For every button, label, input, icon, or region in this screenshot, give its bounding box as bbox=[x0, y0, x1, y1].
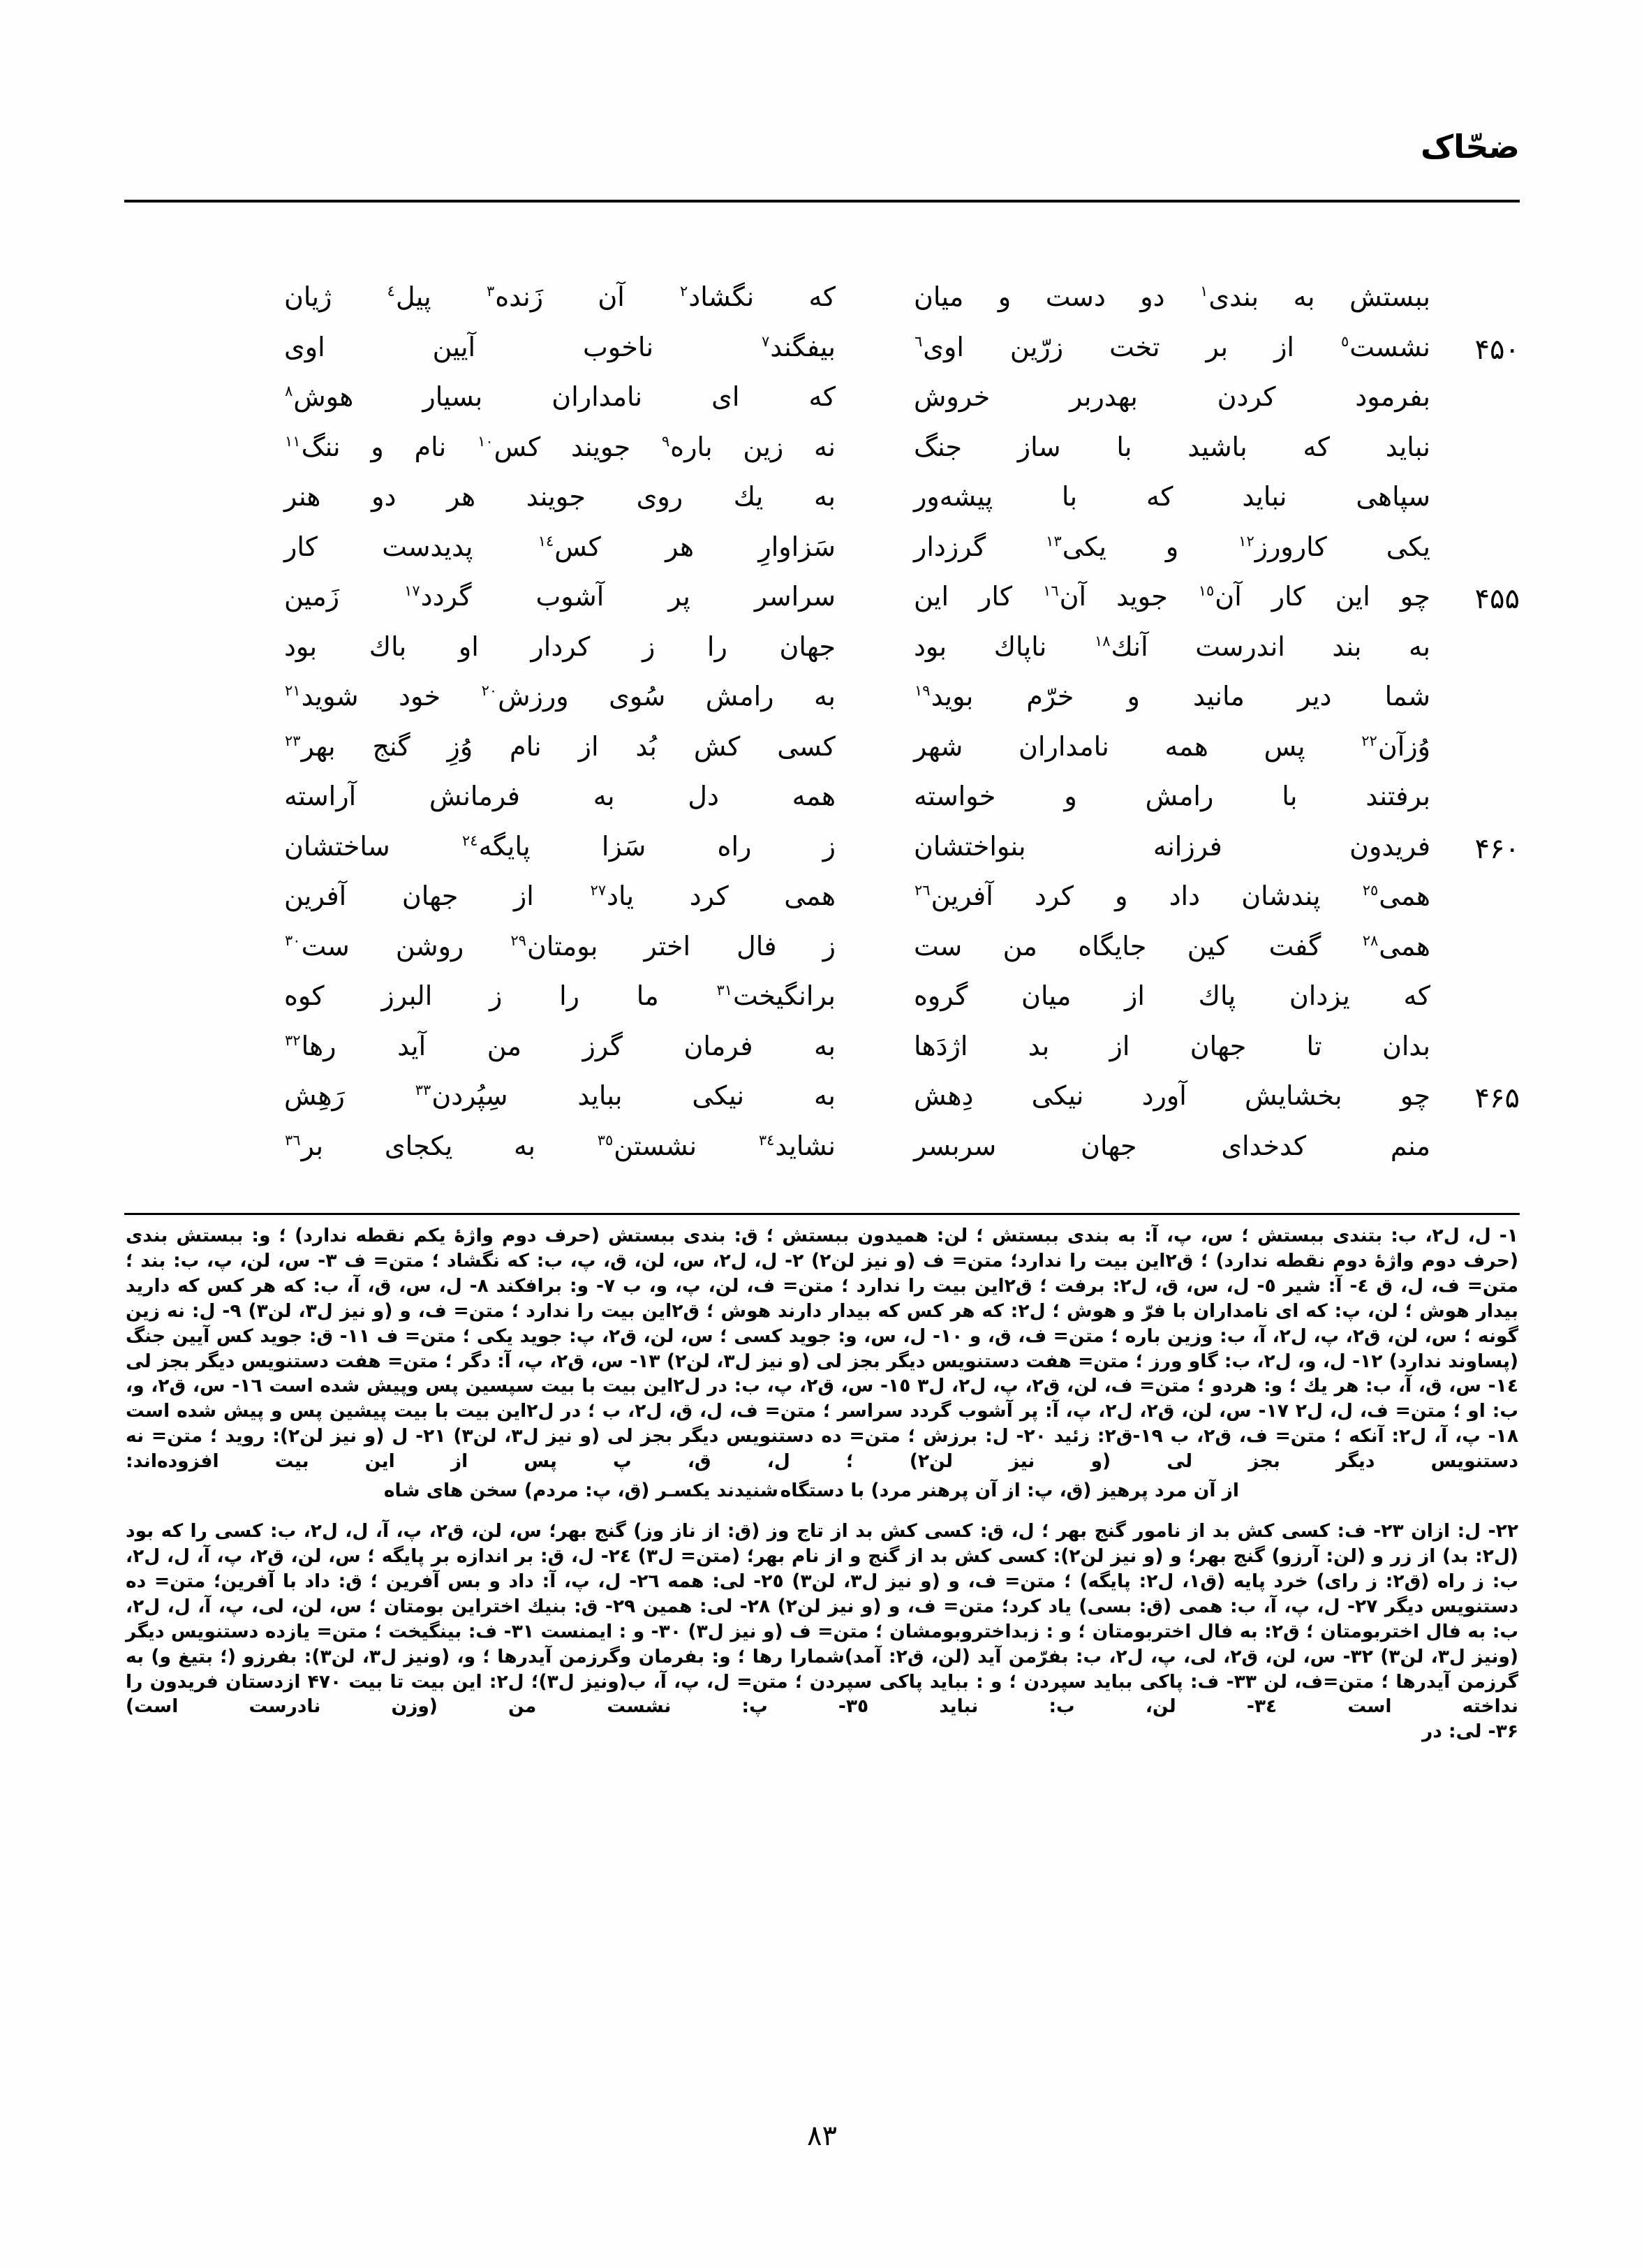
footnote-marker: ۱۸ bbox=[1094, 632, 1111, 649]
hemistich-second: همه دل به فرمانش آراسته bbox=[284, 781, 836, 811]
footnote-marker: ۲۲ bbox=[1361, 732, 1377, 749]
hemistich-second: ز فال اختر بومتان$^{۲۹}$ روشن ست$^{۳۰}$ bbox=[285, 930, 836, 962]
hemistich-second: برانگیخت$^{۳۱}$ ما را ز البرز کوه bbox=[284, 980, 836, 1011]
hemistich-first: فریدون فرزانه بنواختشان bbox=[914, 830, 1430, 862]
verse-number: ۴۵۰ bbox=[1474, 333, 1520, 366]
verse-row bbox=[124, 1027, 1520, 1077]
hemistich-second: سَزاوارِ هر کس$^{۱٤}$ پدیدست کار bbox=[284, 531, 836, 562]
hemistich-second: به نیکی بباید سِپُردن$^{۳۳}$ رَهِش bbox=[284, 1080, 836, 1111]
hemistich-second: نه زین باره$^۹$ جویند کس$^{۱۰}$ نام و ننگ$^{۱۱}$ bbox=[285, 431, 836, 462]
critical-apparatus bbox=[126, 1223, 1518, 1744]
hemistich-second: بیفگند$^۷$ ناخوب آیین اوی bbox=[284, 331, 836, 362]
hemistich-first: که یزدان پاك از میان گروه bbox=[914, 980, 1430, 1011]
footnote-marker: ۱٥ bbox=[1198, 582, 1215, 600]
footnote-marker: ۱۰ bbox=[477, 432, 494, 450]
footnote-marker: ۱۷ bbox=[404, 582, 420, 600]
footnote-marker: ۲ bbox=[680, 283, 688, 300]
hemistich-first: نباید که باشید با ساز جنگ bbox=[914, 431, 1430, 462]
inset-hemistich-first: شنیدند یکسـر (ق، پ: مردم) سخن های شاه bbox=[383, 1480, 778, 1502]
verse-row bbox=[124, 677, 1520, 728]
hemistich-second: که ای نامداران بسیار هوش$^۸$ bbox=[285, 381, 836, 412]
footnote-marker: ۲۸ bbox=[1362, 932, 1379, 949]
footnote-marker: ۲۰ bbox=[481, 682, 498, 700]
footnote-marker: ۱۹ bbox=[914, 682, 931, 700]
running-head bbox=[124, 129, 1520, 206]
verse-row bbox=[124, 927, 1520, 978]
hemistich-first: همی$^{۲۸}$ گفت کین جایگاه من ست bbox=[914, 930, 1430, 962]
footnote-marker: ۸ bbox=[285, 383, 293, 400]
verse-row bbox=[124, 478, 1520, 528]
apparatus-paragraph: ۳۶- لی: در bbox=[1421, 1721, 1518, 1743]
header-divider bbox=[124, 200, 1520, 202]
page-number: ۸۳ bbox=[807, 2120, 837, 2152]
verse-row bbox=[124, 328, 1520, 378]
apparatus-paragraph: ۱- ل، ل۲، ب: بتندی ببستش ؛ س، پ، آ: به بندی ببستش ؛ لن: همیدون ببستش ؛ ق: بندی ببستش (حرف دوم واژهٔ یکم نقطه ندارد) ؛ و: ببستش بندی (حرف دوم واژهٔ دوم نقطه ندارد) ؛ ق۲این بیت را ندارد؛ متن= ف (و نیز لن۲) ۲- ل، ل۲، س، لن، ق، پ، ب: که نگشاد ؛ متن= ف ۳- س، لن، پ، ب: بند ؛ متن= ف، ل، ق ٤- آ: شیر ٥- ل، س، ق، ل۲: برفت ؛ ق۲این بیت را ندارد ؛ متن= ف، لن، پ، و، ب ۷- و: برافکند ۸- ل، س، ق، آ، ب: که هر کس که دارید بیدار هوش ؛ لن، پ: که ای نامداران با فرّ و هوش ؛ ل۲: که هر کس که بیدار دارند هوش ؛ ق۲این بیت را ندارد ؛ متن= ف، و (و نیز ل۳، لن۳) ۹- ل: نه زین گونه ؛ س، لن، ق۲، پ، ل۲، آ، ب: وزین باره ؛ متن= ف، ق، و ۱۰- ل، س، و: جوید کسی ؛ س، لن، ق۲، پ: جوید یکی ؛ متن= ف ۱۱- ق: جوید کس آیین جنگ (پساوند ندارد) ۱۲- ل، و، ل۲، ب: گاو ورز ؛ متن= هفت دستنویس دیگر بجز لی (و نیز ل۳، لن۲) ۱۳- س، ق۲، پ، آ: دگر ؛ متن= هفت دستنویس دیگر بجز لی ۱٤- س، ق، آ، ب: هر یك ؛ و: هردو ؛ متن= ف، لن، ق۲، پ، ل۲، ل۳ ۱٥- س، ق۲، پ، ب: در ل۲این بیت با بیت سپسین پس وپیش شده است ۱٦- س، ق۲، و، ب: او ؛ متن= ف، ل، ل۲ ۱۷- س، لن، ق۲، ل۲، پ، آ: پر آشوب گردد سراسر ؛ متن= ف، ل، ق، ل۲، ب ؛ در ل۲این بیت با بیت پیشین پس و پیش شده است ۱۸- پ، آ، ل۲: آنکه ؛ متن= ف، ق۲، ب ۱۹-ق۲: زئید ۲۰- ل: برزش ؛ متن= ده دستنویس دیگر بجز لی (و نیز ل۳، لن۳) ۲۱- ل (و نیز لن۲): روید ؛ متن= نه دستنویس دیگر بجز لی (و نیز لن۲) ؛ ل، ق، پ پس از این بیت افزوده‌اند: bbox=[126, 1225, 1519, 1473]
verse-row bbox=[124, 628, 1520, 678]
footnote-marker: ۳۰ bbox=[285, 932, 301, 949]
hemistich-first: برفتند با رامش و خواسته bbox=[914, 781, 1430, 811]
hemistich-second: سراسر پر آشوب گردد$^{۱۷}$ زَمین bbox=[284, 581, 836, 612]
footnote-marker: ۲۱ bbox=[285, 682, 301, 700]
footnote-marker: ۱٦ bbox=[1043, 582, 1059, 600]
hemistich-first: بدان تا جهان از بد اژدَها bbox=[914, 1030, 1430, 1061]
footnote-marker: ۱۲ bbox=[1238, 532, 1254, 550]
hemistich-first: چو بخشایش آورد نیکی دِهش bbox=[914, 1080, 1430, 1111]
hemistich-first: نشست$^٥$ از بر تخت زرّین اوی$^٦$ bbox=[914, 331, 1430, 362]
footnote-marker: ٤ bbox=[387, 283, 395, 300]
footnote-marker: ۳ bbox=[487, 283, 495, 300]
verse-block bbox=[124, 278, 1520, 1177]
footnote-marker: ۳٦ bbox=[285, 1131, 301, 1149]
verse-row bbox=[124, 777, 1520, 827]
footnote-marker: ۲۷ bbox=[590, 882, 607, 899]
hemistich-first: چو این کار آن$^{۱٥}$ جوید آن$^{۱٦}$ کار این bbox=[914, 581, 1430, 612]
hemistich-first: شما دیر مانید و خرّم بوید$^{۱۹}$ bbox=[914, 681, 1430, 712]
verse-row bbox=[124, 428, 1520, 478]
footnote-marker: ۱٤ bbox=[538, 532, 554, 550]
footnote-marker: ۷ bbox=[762, 332, 770, 350]
footnote-marker: ۱ bbox=[1200, 283, 1208, 300]
hemistich-second: جهان را ز کردار او باك بود bbox=[284, 631, 836, 662]
verse-row bbox=[124, 528, 1520, 578]
hemistich-first: وُزآن$^{۲۲}$ پس همه نامداران شهر bbox=[914, 730, 1430, 762]
verse-row bbox=[124, 278, 1520, 328]
hemistich-second: که نگشاد$^۲$ آن زَنده$^۳$ پیل$^٤$ ژیان bbox=[284, 281, 836, 312]
hemistich-second: کسی کش بُد از نام وُزِ گنج بهر$^{۲۳}$ bbox=[285, 730, 836, 762]
verse-row bbox=[124, 577, 1520, 628]
hemistich-second: ز راه سَزا پایگه$^{۲٤}$ ساختشان bbox=[284, 830, 836, 862]
footnote-marker: ۳٤ bbox=[758, 1131, 775, 1149]
verse-number: ۴۶۰ bbox=[1474, 832, 1520, 865]
footnote-marker: ۲٤ bbox=[462, 832, 478, 849]
hemistich-first: به بند اندرست آنك$^{۱۸}$ ناپاك بود bbox=[914, 631, 1430, 662]
footnote-marker: ۳۲ bbox=[285, 1031, 301, 1049]
hemistich-first: منم کدخدای جهان سربسر bbox=[914, 1130, 1430, 1161]
footnote-marker: ٦ bbox=[914, 332, 923, 350]
verse-row bbox=[124, 1077, 1520, 1127]
footnote-marker: ۲۹ bbox=[510, 932, 526, 949]
footnote-marker: ۲۳ bbox=[285, 732, 301, 749]
footnote-marker: ٥ bbox=[1340, 332, 1349, 350]
footnote-marker: ۲٦ bbox=[914, 882, 931, 899]
footnote-marker: ۲٥ bbox=[1362, 882, 1379, 899]
apparatus-divider bbox=[124, 1213, 1520, 1215]
hemistich-first: بفرمود کردن بهدربر خروش bbox=[914, 381, 1430, 412]
verse-number: ۴۵۵ bbox=[1474, 583, 1520, 615]
footnote-marker: ۱۳ bbox=[1046, 532, 1062, 550]
verse-row bbox=[124, 728, 1520, 778]
footnote-marker: ۳٥ bbox=[597, 1131, 614, 1149]
apparatus-inset-couplet bbox=[126, 1478, 1518, 1516]
footnote-marker: ۳۳ bbox=[415, 1082, 431, 1099]
verse-row bbox=[124, 977, 1520, 1027]
verse-row bbox=[124, 827, 1520, 878]
hemistich-first: همی$^{۲٥}$ پندشان داد و کرد آفرین$^{۲٦}$ bbox=[914, 881, 1430, 911]
footnote-marker: ۳۱ bbox=[716, 982, 733, 999]
running-head-title: ضحّاک bbox=[1421, 128, 1520, 165]
verse-number: ۴۶۵ bbox=[1474, 1082, 1520, 1114]
hemistich-second: به رامش سُوی ورزش$^{۲۰}$ خود شوید$^{۲۱}$ bbox=[285, 681, 836, 712]
verse-row bbox=[124, 1127, 1520, 1177]
footnote-marker: ۹ bbox=[661, 432, 670, 450]
hemistich-first: ببستش به بندی$^۱$ دو دست و میان bbox=[914, 281, 1430, 312]
hemistich-second: همی کرد یاد$^{۲۷}$ از جهان آفرین bbox=[284, 881, 836, 911]
verse-row bbox=[124, 378, 1520, 428]
hemistich-second: به فرمان گرز من آید رها$^{۳۲}$ bbox=[285, 1030, 836, 1061]
hemistich-first: یکی کارورز$^{۱۲}$ و یکی$^{۱۳}$ گرزدار bbox=[914, 531, 1430, 562]
apparatus-paragraph: ۲۲- ل: ازان ۲۳- ف: کسی کش بد از نامور گنج بهر ؛ ل، ق: کسی کش بد از تاج وز (ق: از ناز وز) گنج بهر؛ س، لن، ق۲، پ، آ، ل، ل۲، ب: کسی را که بود (ل۲: بد) از زر و (لن: آرزو) گنج بهر؛ و (و نیز لن۲): کسی کش بد از گنج و از نام بهر؛ (متن= ل۳) ۲٤- ل، ق: بر اندازه بر پایگه ؛ س، لن، ق۲، پ، آ، ل، ل۲، ب: ز راه (ق۲: ز رای) خرد پایه (ق۱، ل۲: پایگه) ؛ متن= ف، و (و نیز ل۳، لن۳) ۲٥- لی: همه ۲٦- ل، پ، آ: داد و بس آفرین ؛ ق: داد با آفرین؛ متن= ده دستنویس دیگر ۲۷- ل، پ، آ، ب: همی (ق: بسی) یاد کرد؛ متن= ف، و (و نیز لن۲) ۲۸- لی: همین ۲۹- ق: بنیك اختراین بومتان ؛ س، لن، لی، پ، آ، ل، ل۲، ب: به فال اختربومتان ؛ ق۲: به فال اختربومتان ؛ و : زبداختروبومشان ؛ متن= ف (و نیز ل۳) ۳۰- و : ایمنست ۳۱- ف: بینگیخت ؛ متن= یازده دستنویس دیگر (ونیز ل۳، لن۳) ۳۲- س، لن، ق۲، لی، پ، ل۲، ب: بفرّمن آید (لن، ق۲: آمد)شمارا رها ؛ و: بفرمان وگرزمن آیدرها ؛ و، (ونیز ل۳، لن۳): بفرزو (؛ بتیغ و) به گرزمن آیدرها ؛ متن=ف، لن ۳۳- ف: پاکی بباید سپردن ؛ و : بباید پاکی سپردن ؛ متن= ل، پ، آ، ب(ونیز ل۳)؛ ل۲: این بیت تا بیت ۴۷۰ ازدستان فریدون را نداخته است ۳٤- لن، ب: نباید ۳٥- پ: نشست من (وزن نادرست است) bbox=[126, 1520, 1519, 1718]
hemistich-second: نشاید$^{۳٤}$ نشستن$^{۳٥}$ به یکجای بر$^{۳٦}$ bbox=[285, 1130, 836, 1161]
inset-hemistich-second: از آن مرد پرهیز (ق، پ: از آن پرهنر مرد) با دستگاه bbox=[780, 1480, 1239, 1502]
hemistich-second: به یك روی جویند هر دو هنر bbox=[284, 481, 836, 512]
hemistich-first: سپاهی نباید که با پیشه‌ور bbox=[914, 481, 1430, 512]
footnote-marker: ۱۱ bbox=[285, 432, 301, 450]
verse-row bbox=[124, 877, 1520, 927]
